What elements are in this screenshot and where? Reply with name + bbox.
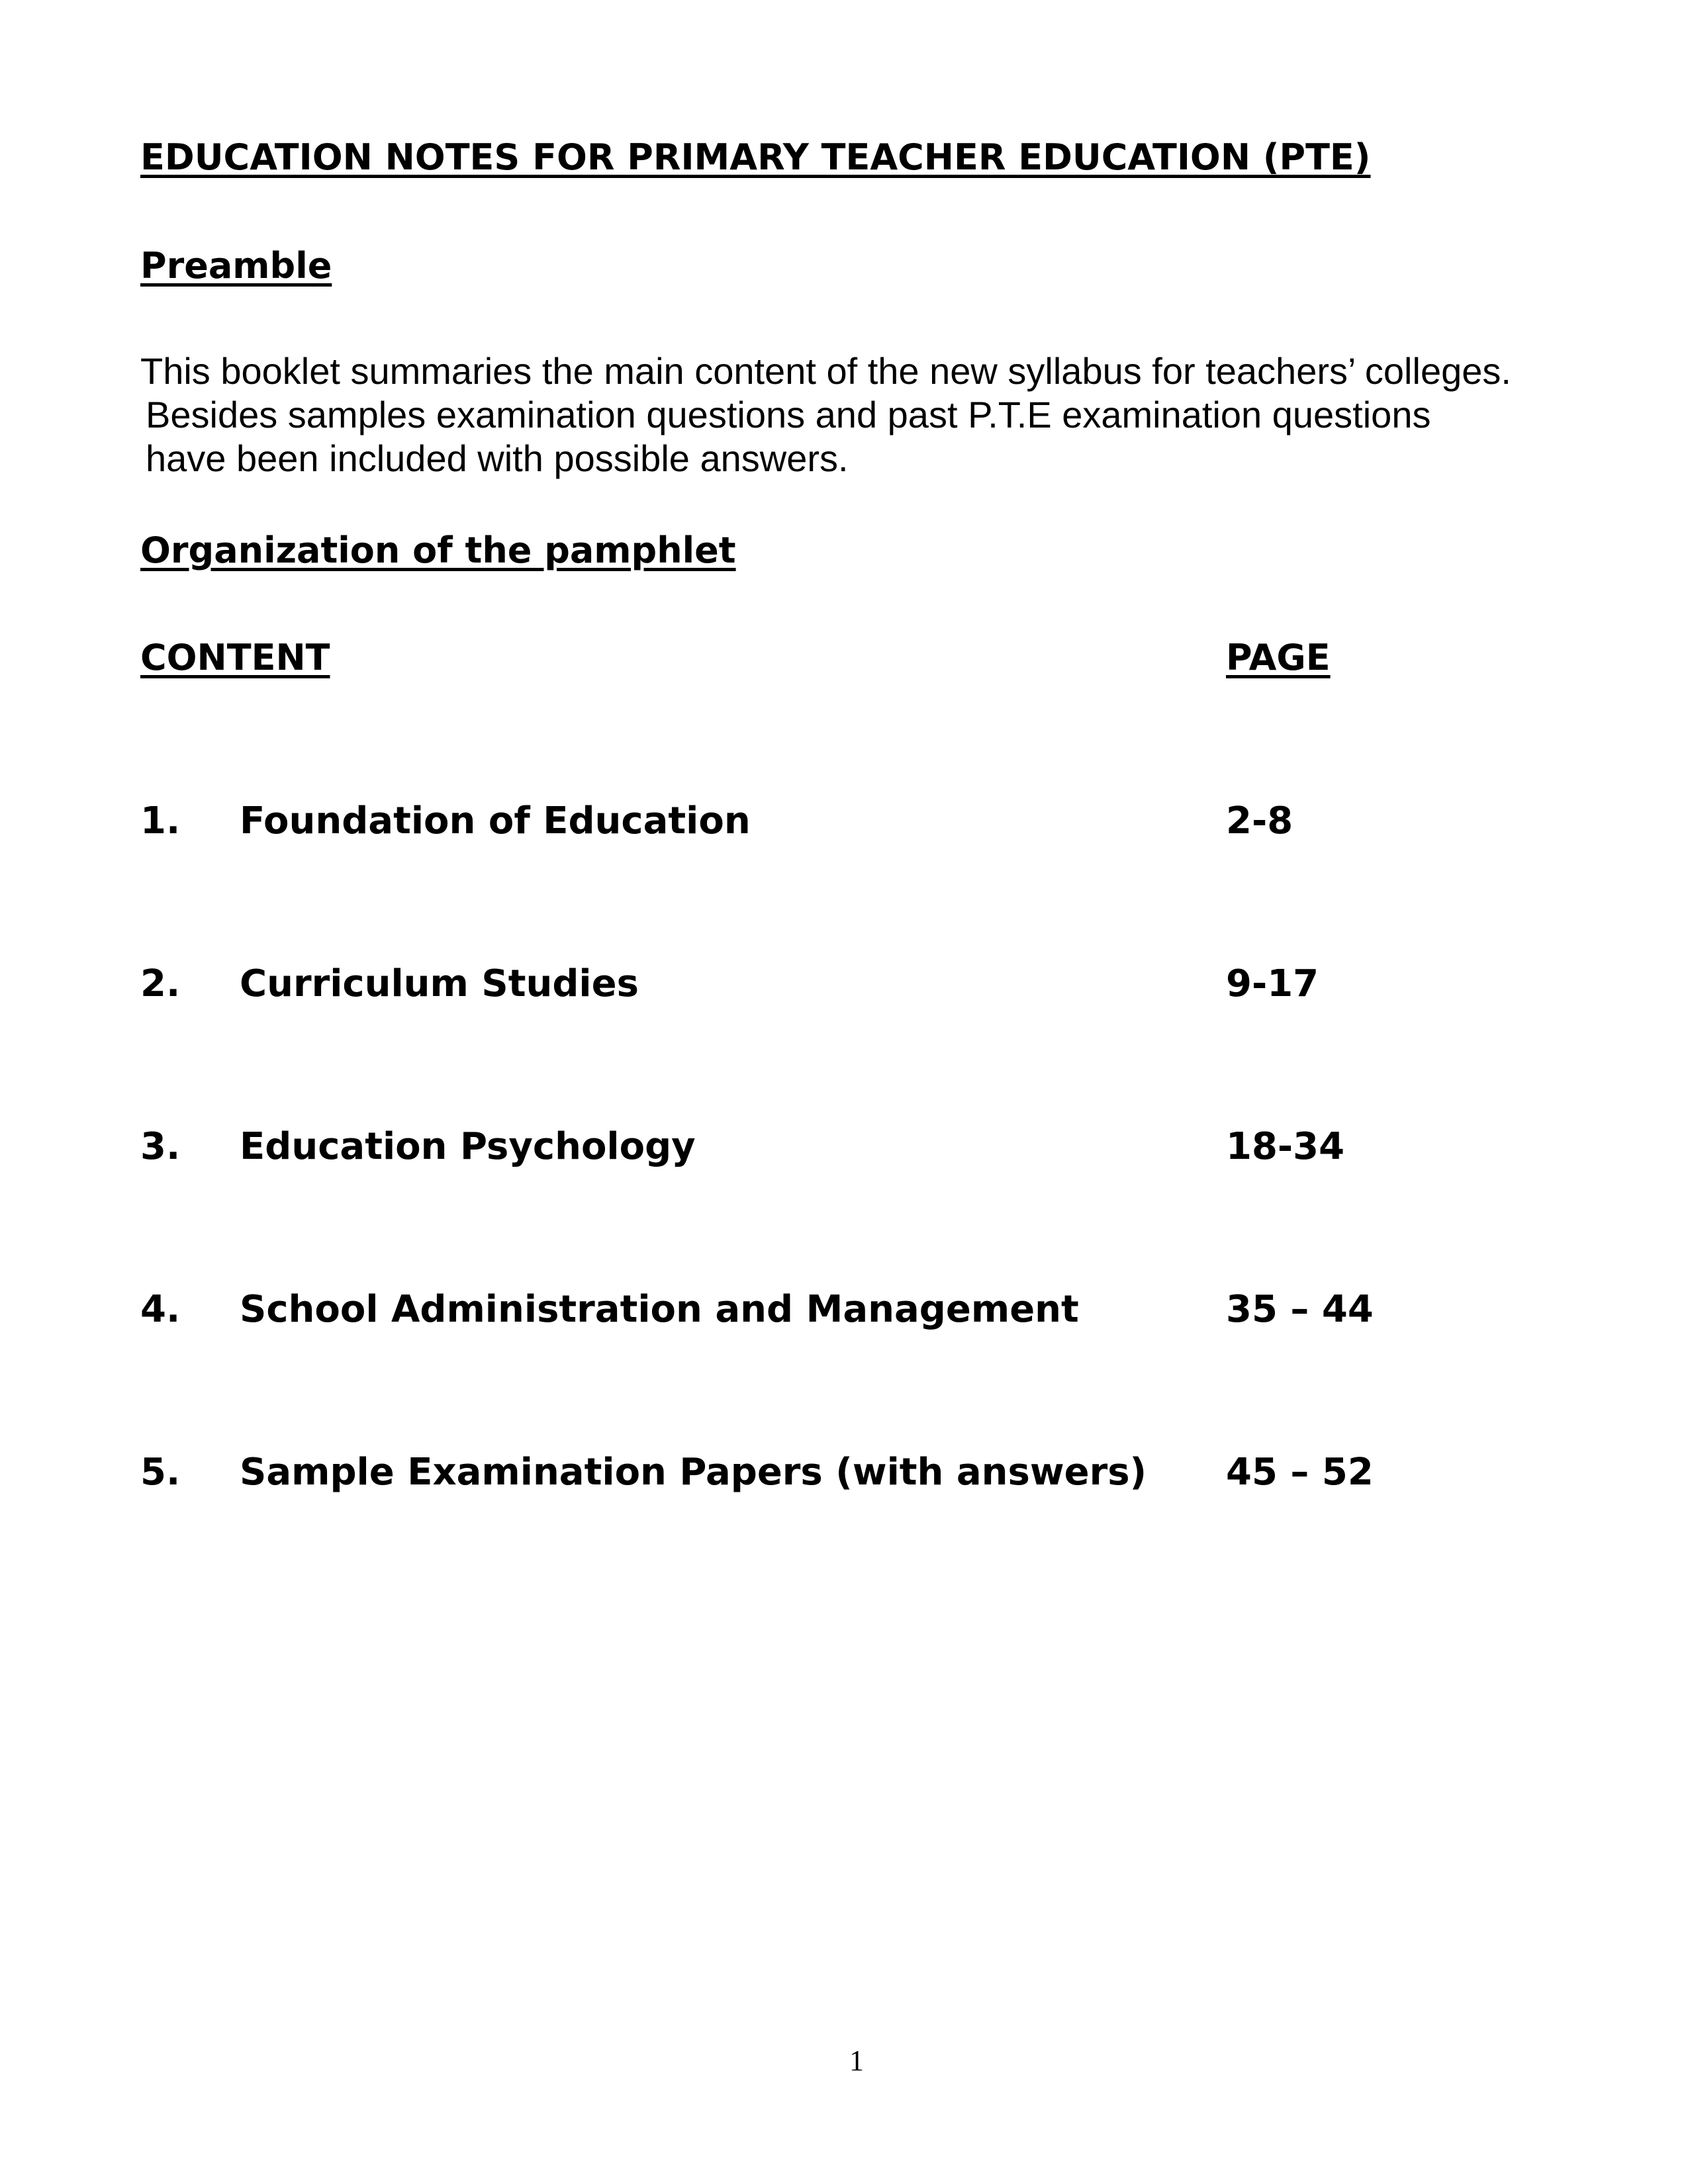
preamble-heading: Preamble (140, 245, 332, 287)
toc-pages: 45 – 52 (1226, 1451, 1374, 1494)
toc-title: Foundation of Education (240, 799, 751, 842)
content-column-header: CONTENT (140, 637, 330, 678)
toc-number: 4. (140, 1288, 181, 1331)
toc-title: Sample Examination Papers (with answers) (240, 1451, 1147, 1494)
organization-heading: Organization of the pamphlet (140, 529, 736, 571)
page-number: 1 (849, 2044, 864, 2077)
preamble-line: This booklet summaries the main content of the new syllabus for teachers’ colleges. (140, 350, 1511, 392)
toc-title: Curriculum Studies (240, 962, 639, 1005)
preamble-line: Besides samples examination questions and past P.T.E examination questions (146, 394, 1431, 435)
toc-pages: 9-17 (1226, 962, 1319, 1005)
toc-pages: 18-34 (1226, 1125, 1345, 1168)
toc-number: 3. (140, 1125, 181, 1168)
preamble-line: have been included with possible answers. (146, 437, 849, 479)
toc-title: School Administration and Management (240, 1288, 1079, 1331)
toc-pages: 35 – 44 (1226, 1288, 1374, 1331)
toc-pages: 2-8 (1226, 799, 1293, 842)
toc-number: 1. (140, 799, 181, 842)
document-title: EDUCATION NOTES FOR PRIMARY TEACHER EDUCATION (PTE) (140, 136, 1371, 178)
toc-number: 5. (140, 1451, 181, 1494)
toc-number: 2. (140, 962, 181, 1005)
page-column-header: PAGE (1226, 637, 1331, 678)
toc-title: Education Psychology (240, 1125, 696, 1168)
